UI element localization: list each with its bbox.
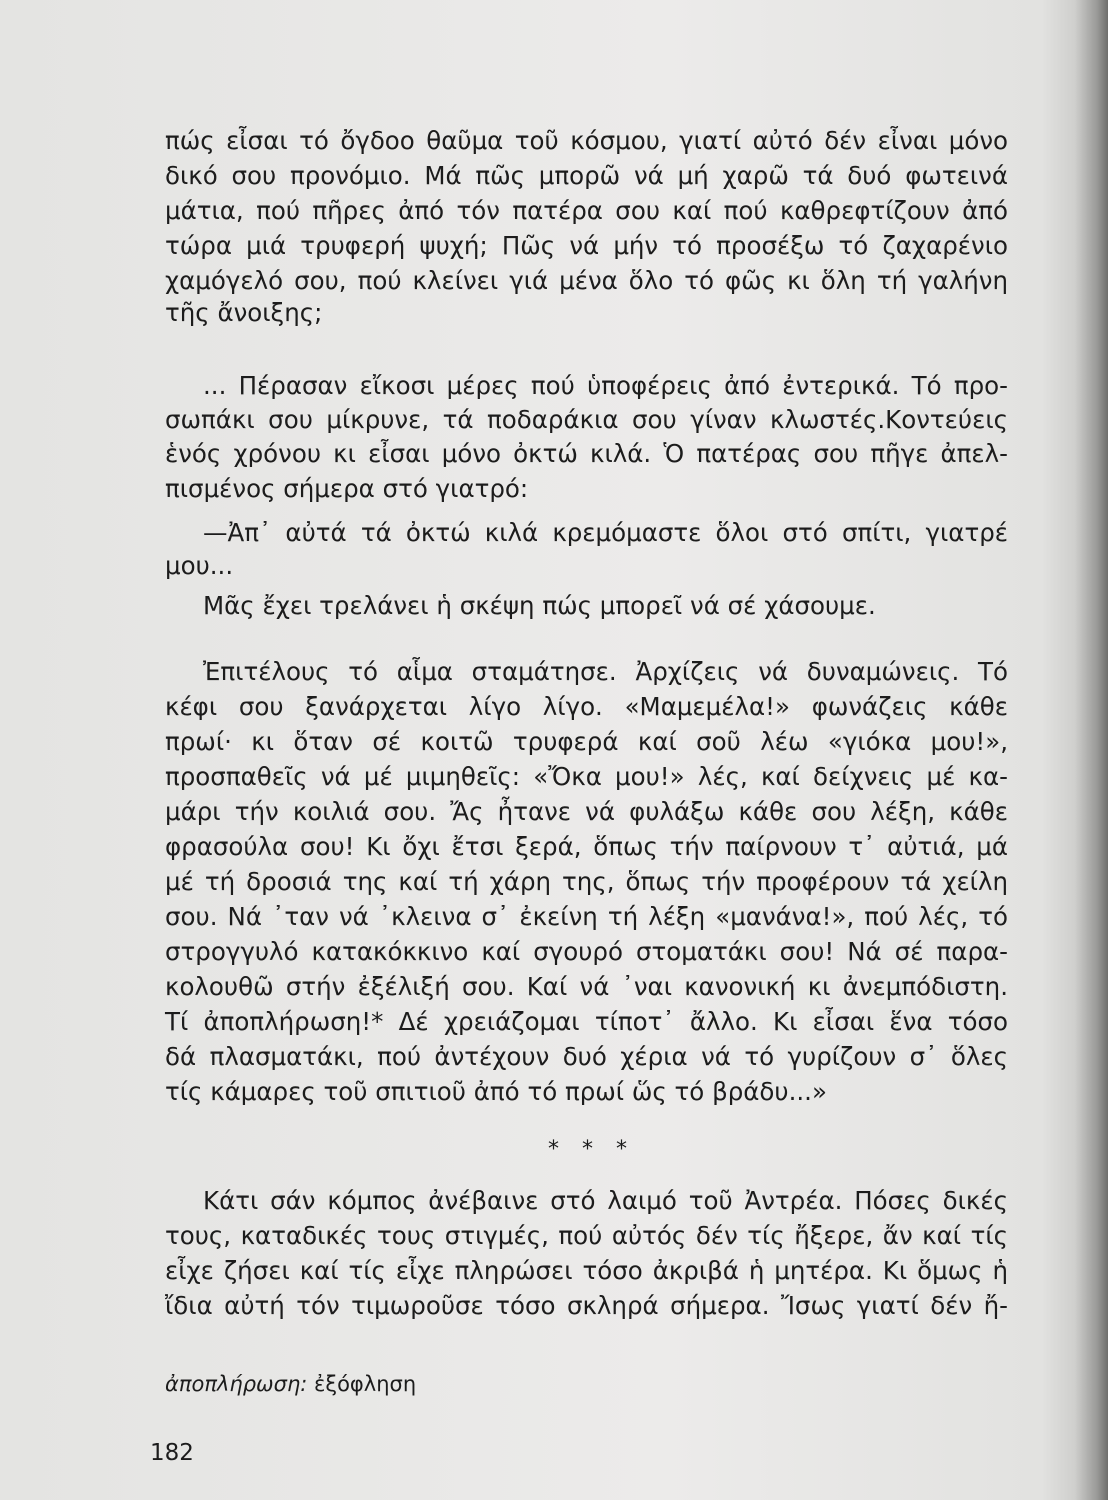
text-line: μου... xyxy=(165,551,234,580)
text-line: κολουθῶ στήν ἐξέλιξή σου. Καί νά ᾽ναι κανονική κι ἀνεμπόδιστη. xyxy=(165,972,1008,1001)
text-line: —Ἀπ᾽ αὐτά τά ὀκτώ κιλά κρεμόμαστε ὅλοι στό σπίτι, γιατρέ xyxy=(203,518,1008,547)
text-line: προσπαθεῖς νά μέ μιμηθεῖς: «Ὄκα μου!» λές, καί δείχνεις μέ κα- xyxy=(165,762,1008,791)
text-line: σωπάκι σου μίκρυνε, τά ποδαράκια σου γίναν κλωστές.Κοντεύεις xyxy=(165,405,1008,434)
text-line: τῆς ἄνοιξης; xyxy=(165,298,323,327)
text-line: τώρα μιά τρυφερή ψυχή; Πῶς νά μήν τό προσέξω τό ζαχαρένιο xyxy=(165,231,1008,260)
footnote xyxy=(165,1372,416,1396)
text-line: μάρι τήν κοιλιά σου. Ἄς ἦτανε νά φυλάξω κάθε σου λέξη, κάθε xyxy=(165,797,1008,826)
text-line: Μᾶς ἔχει τρελάνει ἡ σκέψη πώς μπορεῖ νά σέ χάσουμε. xyxy=(203,591,876,620)
text-line: εἶχε ζήσει καί τίς εἶχε πληρώσει τόσο ἀκριβά ἡ μητέρα. Κι ὅμως ἡ xyxy=(165,1256,1008,1285)
text-line: τίς κάμαρες τοῦ σπιτιοῦ ἀπό τό πρωί ὥς τό βράδυ...» xyxy=(165,1077,827,1106)
text-line: μέ τή δροσιά της καί τή χάρη της, ὅπως τήν προφέρουν τά χείλη xyxy=(165,867,1008,896)
text-line: ἑνός χρόνου κι εἶσαι μόνο ὀκτώ κιλά. Ὁ πατέρας σου πῆγε ἀπελ- xyxy=(165,439,1008,468)
text-line: χαμόγελό σου, πού κλείνει γιά μένα ὅλο τό φῶς κι ὅλη τή γαλήνη xyxy=(165,266,1008,295)
text-line: Τί ἀποπλήρωση!* Δέ χρειάζομαι τίποτ᾽ ἄλλο. Κι εἶσαι ἕνα τόσο xyxy=(165,1007,1008,1036)
text-line: τους, καταδικές τους στιγμές, πού αὐτός δέν τίς ἤξερε, ἄν καί τίς xyxy=(165,1221,1008,1250)
text-line: στρογγυλό κατακόκκινο καί σγουρό στοματάκι σου! Νά σέ παρα- xyxy=(165,937,1008,966)
text-line: Ἐπιτέλους τό αἷμα σταμάτησε. Ἀρχίζεις νά δυναμώνεις. Τό xyxy=(203,657,1008,686)
text-line: ... Πέρασαν εἴκοσι μέρες πού ὑποφέρεις ἀπό ἐντερικά. Τό προ- xyxy=(203,371,1008,400)
text-line: δά πλασματάκι, πού ἀντέχουν δυό χέρια νά τό γυρίζουν σ᾽ ὅλες xyxy=(165,1042,1008,1071)
footnote-definition: ἐξόφληση xyxy=(314,1372,417,1396)
page-number: 182 xyxy=(150,1440,194,1466)
text-line: δικό σου προνόμιο. Μά πῶς μπορῶ νά μή χαρῶ τά δυό φωτεινά xyxy=(165,161,1008,190)
text-line: φρασούλα σου! Κι ὄχι ἔτσι ξερά, ὅπως τήν παίρνουν τ᾽ αὐτιά, μά xyxy=(165,832,1008,861)
text-line: πρωί· κι ὅταν σέ κοιτῶ τρυφερά καί σοῦ λέω «γιόκα μου!», xyxy=(165,727,1008,756)
text-line: πισμένος σήμερα στό γιατρό: xyxy=(165,474,529,503)
text-line: κέφι σου ξανάρχεται λίγο λίγο. «Μαμεμέλα!» φωνάζεις κάθε xyxy=(165,692,1008,721)
text-line: σου. Νά ᾽ταν νά ᾽κλεινα σ᾽ ἐκείνη τή λέξη «μανάνα!», πού λές, τό xyxy=(165,902,1008,931)
text-line: πώς εἶσαι τό ὄγδοο θαῦμα τοῦ κόσμου, γιατί αὐτό δέν εἶναι μόνο xyxy=(165,126,1008,155)
text-line: μάτια, πού πῆρες ἀπό τόν πατέρα σου καί πού καθρεφτίζουν ἀπό xyxy=(165,196,1008,225)
section-separator: * * * xyxy=(548,1137,635,1162)
text-line: ἴδια αὐτή τόν τιμωροῦσε τόσο σκληρά σήμερα. Ἴσως γιατί δέν ἤ- xyxy=(165,1291,1008,1320)
text-line: Κάτι σάν κόμπος ἀνέβαινε στό λαιμό τοῦ Ἀντρέα. Πόσες δικές xyxy=(203,1186,1008,1215)
footnote-term: ἀποπλήρωση: xyxy=(165,1372,308,1396)
